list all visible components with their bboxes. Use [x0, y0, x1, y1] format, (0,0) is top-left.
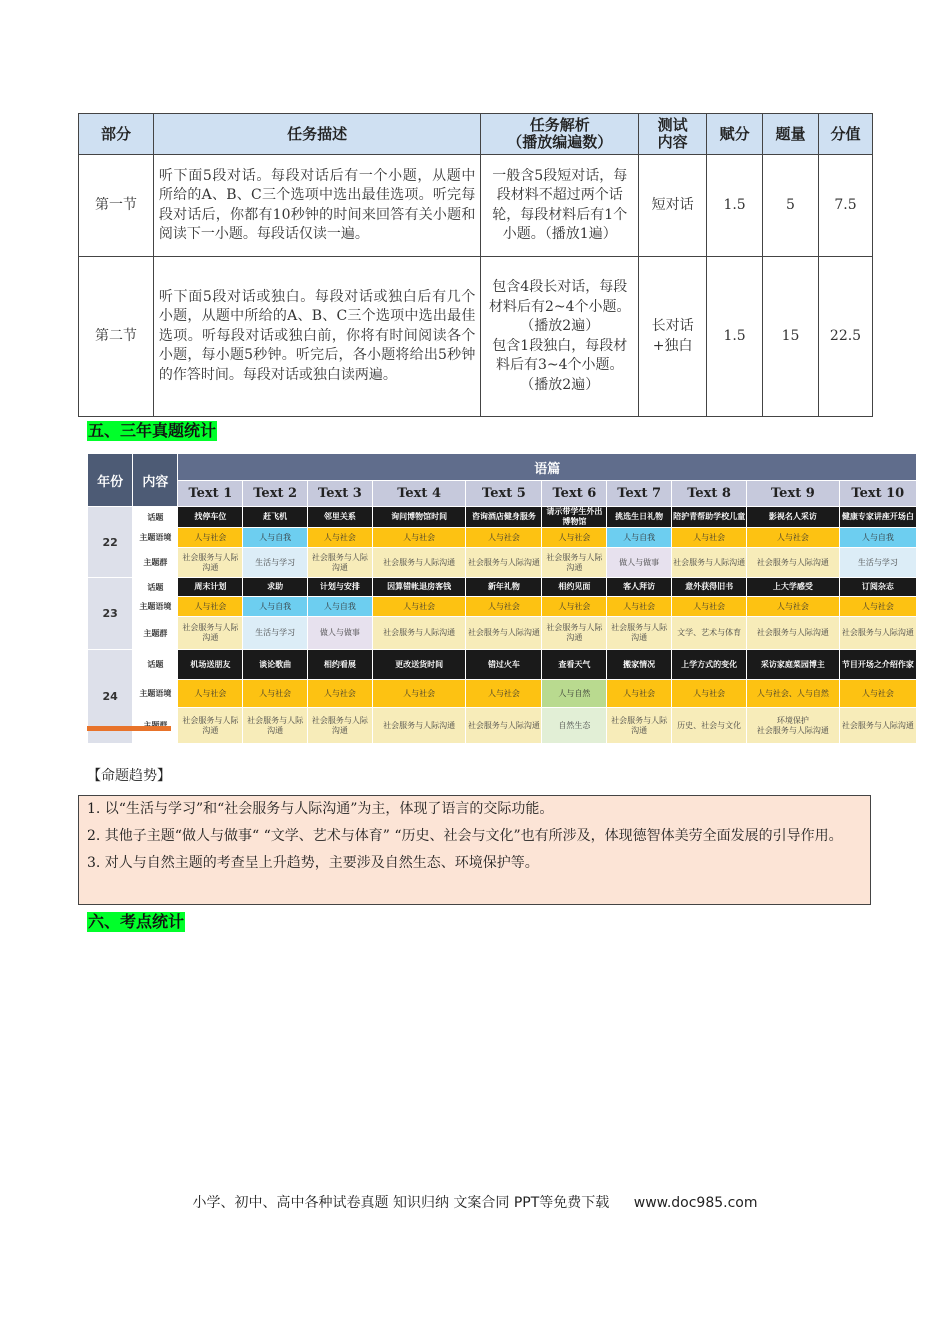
- text-header: Text 5: [466, 481, 542, 507]
- context-cell: 人与社会: [672, 597, 747, 617]
- topic-cell: 客人拜访: [607, 578, 672, 597]
- group-cell: 社会服务与人际沟通: [607, 708, 672, 744]
- topic-cell: 健康专家讲座开场白: [839, 507, 916, 528]
- text-header: Text 7: [607, 481, 672, 507]
- context-cell: 人与自我: [243, 528, 308, 548]
- group-cell: 社会服务与人际沟通: [747, 548, 840, 578]
- row-label: 话题: [133, 507, 178, 528]
- table-row: [79, 155, 873, 257]
- topic-cell: 挑选生日礼物: [607, 507, 672, 528]
- row-label: 话题: [133, 578, 178, 597]
- context-cell: 人与社会: [243, 680, 308, 708]
- text-header: Text 4: [372, 481, 466, 507]
- text-header: Text 1: [178, 481, 243, 507]
- group-cell: 社会服务与人际沟通: [372, 708, 466, 744]
- group-cell: 社会服务与人际沟通: [542, 548, 607, 578]
- topic-cell: 请示带学生外出博物馆: [542, 507, 607, 528]
- text-header: Text 2: [243, 481, 308, 507]
- group-cell: 做人与做事: [308, 617, 373, 650]
- total-cell: 7.5: [818, 155, 872, 257]
- year-cell: 22: [88, 507, 133, 578]
- text-header: Text 6: [542, 481, 607, 507]
- group-cell: 社会服务与人际沟通: [372, 617, 466, 650]
- group-cell: 社会服务与人际沟通: [466, 617, 542, 650]
- topic-cell: 错过火车: [466, 650, 542, 680]
- group-cell: 社会服务与人际沟通: [607, 617, 672, 650]
- group-cell: 社会服务与人际沟通: [308, 548, 373, 578]
- description-cell: 听下面5段对话或独白。每段对话或独白后有几个小题，从题中所给的A、B、C三个选项中选出最佳选项。听每段对话或独白前，你将有时间阅读各个小题，每小题5秒钟。听完后，各小题将给出5秒钟的作答时间。每段对话或独白读两遍。: [153, 257, 480, 417]
- table-row: [88, 708, 917, 744]
- context-cell: 人与社会: [178, 597, 243, 617]
- table-row: [88, 617, 917, 650]
- score-cell: 1.5: [707, 155, 763, 257]
- exam-statistics-table: [87, 453, 917, 744]
- topic-cell: 邻里关系: [308, 507, 373, 528]
- topic-cell: 谈论歌曲: [243, 650, 308, 680]
- context-cell: 人与社会: [542, 597, 607, 617]
- header-total: 分值: [818, 114, 872, 155]
- section-6-heading: 六、考点统计: [88, 912, 185, 931]
- group-cell: 环境保护 社会服务与人际沟通: [747, 708, 840, 744]
- table-row: [79, 257, 873, 417]
- listening-structure-table: [78, 113, 873, 417]
- footer-url[interactable]: www.doc985.com: [633, 1195, 758, 1211]
- group-cell: 社会服务与人际沟通: [466, 708, 542, 744]
- context-cell: 人与自我: [308, 597, 373, 617]
- group-cell: 社会服务与人际沟通: [672, 548, 747, 578]
- context-cell: 人与社会: [839, 680, 916, 708]
- header-part: 部分: [79, 114, 154, 155]
- footer-text: 小学、初中、高中各种试卷真题 知识归纳 文案合同 PPT等免费下载: [192, 1195, 610, 1211]
- accent-bar: [87, 726, 171, 731]
- text-header: Text 9: [747, 481, 840, 507]
- context-cell: 人与社会: [308, 528, 373, 548]
- year-cell: 24: [88, 650, 133, 744]
- context-cell: 人与自我: [243, 597, 308, 617]
- context-cell: 人与社会: [372, 528, 466, 548]
- content-cell: 短对话: [639, 155, 707, 257]
- topic-cell: 上大学感受: [747, 578, 840, 597]
- context-cell: 人与社会: [372, 680, 466, 708]
- topic-cell: 咨询酒店健身服务: [466, 507, 542, 528]
- analysis-cell: 一般含5段短对话，每段材料不超过两个话轮，每段材料后有1个小题。（播放1遍）: [481, 155, 639, 257]
- context-cell: 人与社会、人与自然: [747, 680, 840, 708]
- row-label: 话题: [133, 650, 178, 680]
- topic-cell: 订阅杂志: [839, 578, 916, 597]
- text-header: Text 3: [308, 481, 373, 507]
- description-cell: 听下面5段对话。每段对话后有一个小题，从题中所给的A、B、C三个选项中选出最佳选项。听完每段对话后，你都有10秒钟的时间来回答有关小题和阅读下一小题。每段话仅读一遍。: [153, 155, 480, 257]
- year-header: 年份: [88, 454, 133, 507]
- group-cell: 社会服务与人际沟通: [372, 548, 466, 578]
- group-cell: 生活与学习: [243, 548, 308, 578]
- analysis-cell: 包含4段长对话，每段材料后有2~4个小题。（播放2遍） 包含1段独白，每段材料后有3~4个小题。（播放2遍）: [481, 257, 639, 417]
- table-row: [88, 548, 917, 578]
- header-description: 任务描述: [153, 114, 480, 155]
- topic-cell: 相约见面: [542, 578, 607, 597]
- context-cell: 人与自我: [839, 528, 916, 548]
- part-cell: 第二节: [79, 257, 154, 417]
- count-cell: 15: [763, 257, 819, 417]
- context-cell: 人与社会: [466, 528, 542, 548]
- content-cell: 长对话 +独白: [639, 257, 707, 417]
- row-label: 主题群: [133, 548, 178, 578]
- context-cell: 人与社会: [372, 597, 466, 617]
- text-header: Text 8: [672, 481, 747, 507]
- group-cell: 社会服务与人际沟通: [308, 708, 373, 744]
- context-cell: 人与自我: [607, 528, 672, 548]
- context-cell: 人与社会: [466, 680, 542, 708]
- topic-cell: 计划与安排: [308, 578, 373, 597]
- header-analysis: 任务解析 （播放编遍数）: [481, 114, 639, 155]
- table-row: [88, 650, 917, 680]
- topic-cell: 新年礼物: [466, 578, 542, 597]
- table-header-row: [79, 114, 873, 155]
- topic-cell: 影视名人采访: [747, 507, 840, 528]
- group-cell: 生活与学习: [243, 617, 308, 650]
- total-cell: 22.5: [818, 257, 872, 417]
- row-label: 主题语境: [133, 528, 178, 548]
- group-cell: 文学、艺术与体育: [672, 617, 747, 650]
- topic-cell: 相约看展: [308, 650, 373, 680]
- header-content: 测试 内容: [639, 114, 707, 155]
- topic-cell: 机场送朋友: [178, 650, 243, 680]
- group-cell: 社会服务与人际沟通: [178, 708, 243, 744]
- table-row: [88, 578, 917, 597]
- trend-box: [78, 795, 871, 905]
- group-cell: 社会服务与人际沟通: [178, 617, 243, 650]
- header-score: 赋分: [707, 114, 763, 155]
- topic-cell: 上学方式的变化: [672, 650, 747, 680]
- group-cell: 社会服务与人际沟通: [839, 617, 916, 650]
- context-cell: 人与社会: [308, 680, 373, 708]
- content-header: 内容: [133, 454, 178, 507]
- page-footer: [0, 1192, 950, 1212]
- context-cell: 人与自然: [542, 680, 607, 708]
- topic-cell: 找停车位: [178, 507, 243, 528]
- topic-cell: 更改送货时间: [372, 650, 466, 680]
- topic-cell: 查看天气: [542, 650, 607, 680]
- context-cell: 人与社会: [607, 597, 672, 617]
- trend-item: 2. 其他子主题“做人与做事“ “文学、艺术与体育” “历史、社会与文化”也有所涉及，体现德智体美劳全面发展的引导作用。: [87, 828, 843, 844]
- group-cell: 社会服务与人际沟通: [542, 617, 607, 650]
- context-cell: 人与社会: [839, 597, 916, 617]
- topic-cell: 求助: [243, 578, 308, 597]
- table-row: [88, 597, 917, 617]
- topic-cell: 节目开场之介绍作家: [839, 650, 916, 680]
- context-cell: 人与社会: [542, 528, 607, 548]
- text-header: Text 10: [839, 481, 916, 507]
- table-row: [88, 528, 917, 548]
- trend-label: 【命题趋势】: [87, 768, 171, 784]
- topic-cell: 周末计划: [178, 578, 243, 597]
- trend-item: 1. 以“生活与学习”和“社会服务与人际沟通”为主，体现了语言的交际功能。: [87, 801, 554, 817]
- context-cell: 人与社会: [178, 680, 243, 708]
- group-cell: 历史、社会与文化: [672, 708, 747, 744]
- context-cell: 人与社会: [672, 528, 747, 548]
- part-cell: 第一节: [79, 155, 154, 257]
- count-cell: 5: [763, 155, 819, 257]
- group-cell: 生活与学习: [839, 548, 916, 578]
- context-cell: 人与社会: [747, 528, 840, 548]
- topic-cell: 搬家情况: [607, 650, 672, 680]
- header-count: 题量: [763, 114, 819, 155]
- context-cell: 人与社会: [672, 680, 747, 708]
- group-cell: 社会服务与人际沟通: [839, 708, 916, 744]
- table-row: [88, 680, 917, 708]
- group-cell: 社会服务与人际沟通: [747, 617, 840, 650]
- exam-statistics-image: [87, 453, 914, 735]
- group-cell: 自然生态: [542, 708, 607, 744]
- row-label: 主题语境: [133, 680, 178, 708]
- topic-cell: 赶飞机: [243, 507, 308, 528]
- context-cell: 人与社会: [607, 680, 672, 708]
- context-cell: 人与社会: [178, 528, 243, 548]
- context-cell: 人与社会: [747, 597, 840, 617]
- topic-cell: 因算错帐退房客钱: [372, 578, 466, 597]
- topic-cell: 询问博物馆时间: [372, 507, 466, 528]
- section-5-heading: 五、三年真题统计: [88, 421, 217, 440]
- context-cell: 人与社会: [466, 597, 542, 617]
- text-header-row: [88, 481, 917, 507]
- group-cell: 做人与做事: [607, 548, 672, 578]
- group-cell: 社会服务与人际沟通: [178, 548, 243, 578]
- trend-item: 3. 对人与自然主题的考查呈上升趋势，主要涉及自然生态、环境保护等。: [87, 855, 539, 871]
- row-label: 主题语境: [133, 597, 178, 617]
- year-cell: 23: [88, 578, 133, 650]
- group-cell: 社会服务与人际沟通: [466, 548, 542, 578]
- topic-cell: 采访家庭菜园博主: [747, 650, 840, 680]
- group-cell: 社会服务与人际沟通: [243, 708, 308, 744]
- topic-cell: 陪护青帮助学校儿童: [672, 507, 747, 528]
- row-label: 主题群: [133, 617, 178, 650]
- topic-cell: 意外获得旧书: [672, 578, 747, 597]
- discourse-header: 语篇: [178, 454, 917, 481]
- score-cell: 1.5: [707, 257, 763, 417]
- table-row: [88, 507, 917, 528]
